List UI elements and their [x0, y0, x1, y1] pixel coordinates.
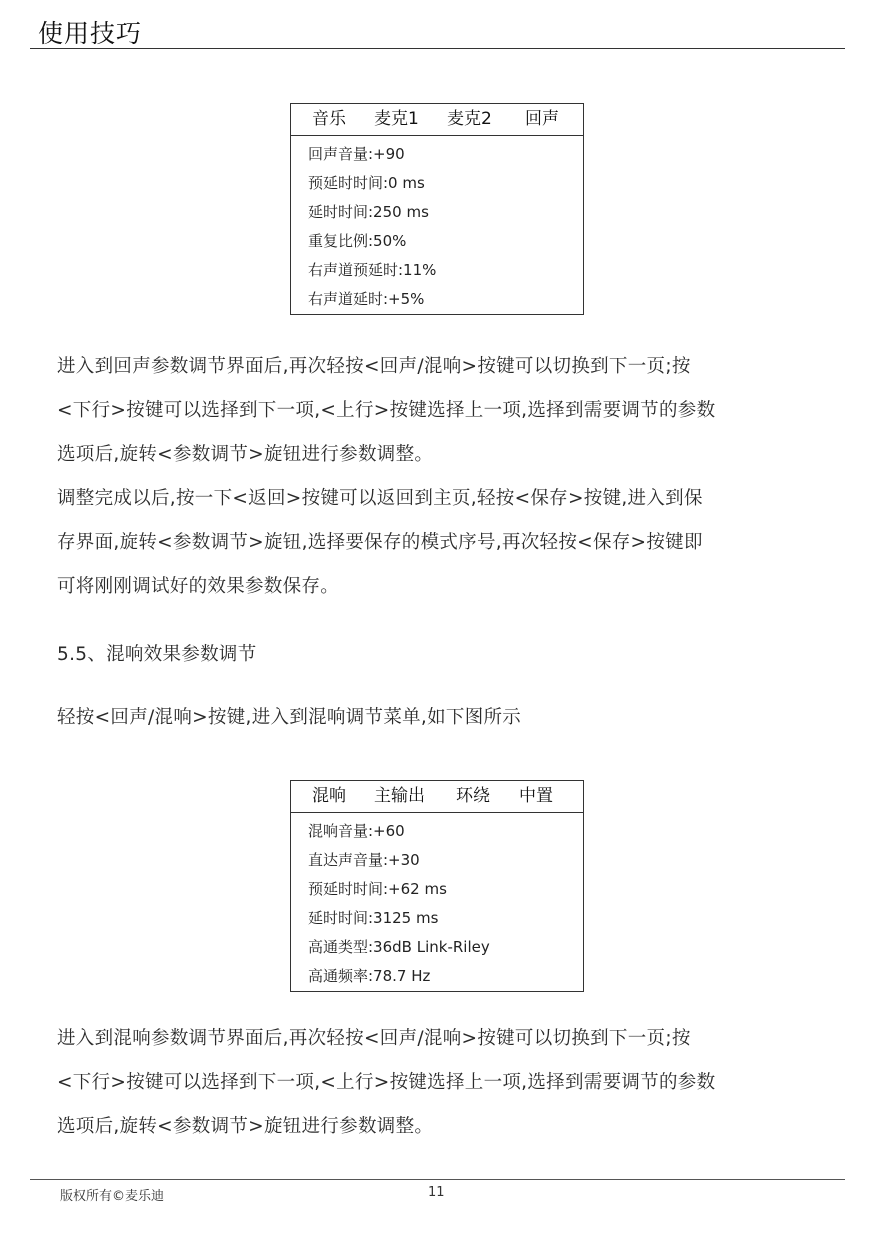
reverb-panel-rows: [291, 813, 583, 991]
tab-echo[interactable]: 回声: [525, 109, 559, 129]
tab-reverb[interactable]: 混响: [312, 786, 346, 806]
paragraph-line: 存界面,旋转<参数调节>旋钮,选择要保存的模式序号,再次轻按<保存>按键即: [57, 532, 703, 553]
paragraph-line: 选项后,旋转<参数调节>旋钮进行参数调整。: [57, 1116, 434, 1137]
tab-mic1[interactable]: 麦克1: [374, 109, 419, 129]
reverb-settings-panel: [290, 780, 584, 992]
paragraph-line: <下行>按键可以选择到下一项,<上行>按键选择上一项,选择到需要调节的参数: [57, 1072, 716, 1093]
section-intro: 轻按<回声/混响>按键,进入到混响调节菜单,如下图所示: [57, 707, 522, 728]
paragraph-line: 进入到回声参数调节界面后,再次轻按<回声/混响>按键可以切换到下一页;按: [57, 356, 691, 377]
header-divider: [30, 48, 845, 49]
echo-volume-row: 回声音量:+90: [308, 145, 405, 163]
reverb-predelay-row: 预延时时间:+62 ms: [308, 880, 447, 898]
tab-surround[interactable]: 环绕: [456, 786, 490, 806]
tab-center[interactable]: 中置: [519, 786, 553, 806]
reverb-instructions-paragraph: [57, 1017, 837, 1149]
paragraph-line: 调整完成以后,按一下<返回>按键可以返回到主页,轻按<保存>按键,进入到保: [57, 488, 703, 509]
paragraph-line: <下行>按键可以选择到下一项,<上行>按键选择上一项,选择到需要调节的参数: [57, 400, 716, 421]
section-heading: 5.5、混响效果参数调节: [57, 644, 257, 665]
echo-repeat-row: 重复比例:50%: [308, 232, 407, 250]
echo-settings-panel: [290, 103, 584, 315]
echo-panel-tabs: [291, 104, 583, 136]
echo-delay-row: 延时时间:250 ms: [308, 203, 429, 221]
tab-main-output[interactable]: 主输出: [374, 786, 425, 806]
paragraph-line: 选项后,旋转<参数调节>旋钮进行参数调整。: [57, 444, 434, 465]
footer-divider: [30, 1179, 845, 1180]
tab-music[interactable]: 音乐: [312, 109, 346, 129]
highpass-type-row: 高通类型:36dB Link-Riley: [308, 938, 490, 956]
reverb-panel-tabs: [291, 781, 583, 813]
reverb-delay-row: 延时时间:3125 ms: [308, 909, 439, 927]
paragraph-line: 可将刚刚调试好的效果参数保存。: [57, 576, 340, 597]
echo-instructions-paragraph: [57, 345, 837, 609]
tab-mic2[interactable]: 麦克2: [447, 109, 492, 129]
highpass-frequency-row: 高通频率:78.7 Hz: [308, 967, 431, 985]
page-number: 11: [428, 1185, 445, 1200]
direct-volume-row: 直达声音量:+30: [308, 851, 420, 869]
echo-right-predelay-row: 右声道预延时:11%: [308, 261, 437, 279]
footer-copyright: 版权所有©麦乐迪: [60, 1189, 165, 1204]
echo-predelay-row: 预延时时间:0 ms: [308, 174, 425, 192]
paragraph-line: 进入到混响参数调节界面后,再次轻按<回声/混响>按键可以切换到下一页;按: [57, 1028, 691, 1049]
echo-panel-rows: [291, 136, 583, 314]
echo-right-delay-row: 右声道延时:+5%: [308, 290, 425, 308]
reverb-volume-row: 混响音量:+60: [308, 822, 405, 840]
page-header-title: 使用技巧: [38, 19, 143, 48]
